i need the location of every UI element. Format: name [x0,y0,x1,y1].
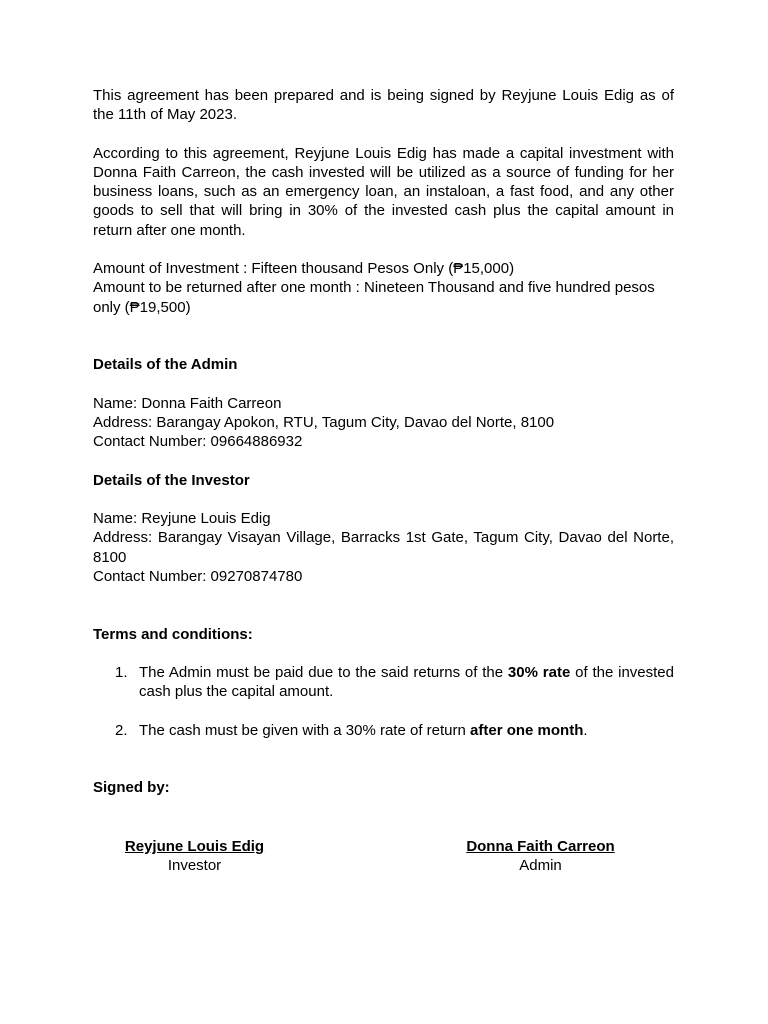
admin-signature-block [464,837,617,876]
term-number: 2. [115,721,128,739]
investor-details-heading: Details of the Investor [93,471,250,489]
admin-contact: Contact Number: 09664886932 [93,433,303,451]
term-text: of the invested cash plus the capital amount. [139,663,674,701]
term-item [93,663,674,702]
term-emphasis: after one month [470,721,584,739]
admin-details-heading: Details of the Admin [93,356,238,374]
amount-of-investment: Amount of Investment : Fifteen thousand Pesos Only (₱15,000) [93,260,515,278]
terms-list [93,663,674,740]
term-text: The Admin must be paid due to the said returns of the [139,663,508,681]
term-text: . [583,721,588,739]
term-text: The cash must be given with a 30% rate of return [139,721,471,739]
agreement-document [93,86,674,798]
admin-name: Name: Donna Faith Carreon [93,394,282,412]
term-emphasis: 30% rate [507,663,571,681]
investor-address: Address: Barangay Visayan Village, Barracks 1st Gate, Tagum City, Davao del Norte, 8100 [93,529,674,566]
signed-by-label: Signed by: [93,779,170,797]
signatory-role: Admin [519,857,562,875]
investor-contact: Contact Number: 09270874780 [93,567,303,585]
term-item [93,721,674,740]
investor-name: Name: Reyjune Louis Edig [93,509,271,527]
term-number: 1. [115,663,128,681]
admin-address: Address: Barangay Apokon, RTU, Tagum City, Davao del Norte, 8100 [93,414,555,432]
signatory-name: Donna Faith Carreon [466,838,615,855]
amount-to-be-returned: Amount to be returned after one month : Nineteen Thousand and five hundred pesos only (₱19,500) [93,279,655,316]
intro-paragraph: This agreement has been prepared and is being signed by Reyjune Louis Edig as of the 11th of May 2023. [93,87,674,124]
investor-signature-block [123,837,266,876]
purpose-paragraph: According to this agreement, Reyjune Louis Edig has made a capital investment with Donna Faith Carreon, the cash invested will be utilized as a source of funding for her business loans, such as an emergency loan, an instaloan, a fast food, and any other goods to sell that will bring in 30% of the invested cash plus the capital amount in return after one month. [93,144,674,239]
signatory-role: Investor [167,857,222,875]
terms-heading: Terms and conditions: [93,625,253,643]
signatory-name: Reyjune Louis Edig [124,838,265,855]
